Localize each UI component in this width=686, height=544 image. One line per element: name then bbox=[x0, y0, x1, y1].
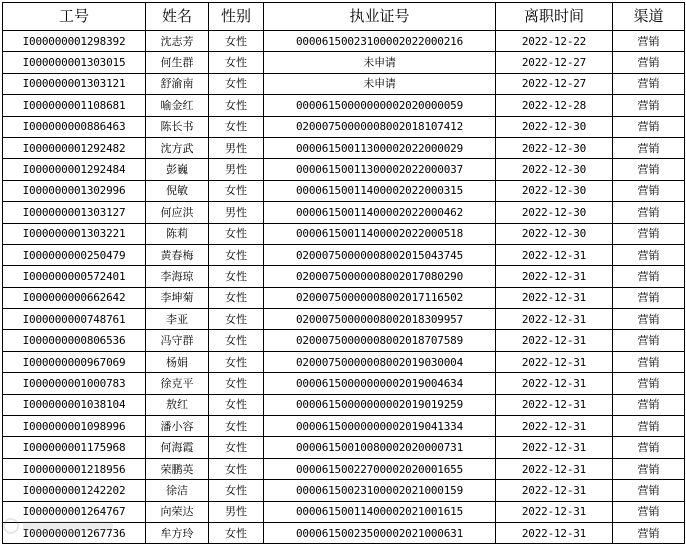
table-row bbox=[3, 522, 685, 543]
license-number-cell: 02000750000008002017116502 bbox=[264, 287, 496, 308]
channel-cell: 营销 bbox=[613, 137, 685, 158]
table-row bbox=[3, 95, 685, 116]
table-row bbox=[3, 416, 685, 437]
name-cell: 舒渝南 bbox=[146, 73, 209, 94]
departure-date-cell: 2022-12-31 bbox=[496, 373, 613, 394]
license-number-cell: 00006150000000002020000059 bbox=[264, 95, 496, 116]
table-row bbox=[3, 266, 685, 287]
gender-cell: 女性 bbox=[209, 458, 264, 479]
departure-date-cell: 2022-12-30 bbox=[496, 137, 613, 158]
channel-cell: 营销 bbox=[613, 416, 685, 437]
table-row bbox=[3, 287, 685, 308]
channel-cell: 营销 bbox=[613, 244, 685, 265]
departure-date-cell: 2022-12-31 bbox=[496, 394, 613, 415]
name-cell: 陈长书 bbox=[146, 116, 209, 137]
gender-cell: 女性 bbox=[209, 480, 264, 501]
license-number-cell: 00006150000000002019004634 bbox=[264, 373, 496, 394]
table-row bbox=[3, 31, 685, 52]
departure-date-cell: 2022-12-27 bbox=[496, 52, 613, 73]
table-row bbox=[3, 202, 685, 223]
channel-cell: 营销 bbox=[613, 394, 685, 415]
departure-date-cell: 2022-12-31 bbox=[496, 330, 613, 351]
license-number-cell: 00006150011400002022000462 bbox=[264, 202, 496, 223]
departure-date-cell: 2022-12-27 bbox=[496, 73, 613, 94]
channel-cell: 营销 bbox=[613, 159, 685, 180]
employee-id-cell: I000000001303221 bbox=[3, 223, 146, 244]
employee-id-cell: I000000001038104 bbox=[3, 394, 146, 415]
channel-cell: 营销 bbox=[613, 522, 685, 543]
license-number-cell: 00006150011300002022000029 bbox=[264, 137, 496, 158]
table-row bbox=[3, 501, 685, 522]
license-number-cell: 02000750000008002017080290 bbox=[264, 266, 496, 287]
name-cell: 陈莉 bbox=[146, 223, 209, 244]
table-row bbox=[3, 244, 685, 265]
gender-cell: 女性 bbox=[209, 373, 264, 394]
employee-id-cell: I000000000886463 bbox=[3, 116, 146, 137]
name-cell: 潘小容 bbox=[146, 416, 209, 437]
departure-date-cell: 2022-12-30 bbox=[496, 159, 613, 180]
name-cell: 敖红 bbox=[146, 394, 209, 415]
channel-cell: 营销 bbox=[613, 73, 685, 94]
gender-cell: 女性 bbox=[209, 223, 264, 244]
channel-cell: 营销 bbox=[613, 437, 685, 458]
name-cell: 杨娟 bbox=[146, 351, 209, 372]
license-number-cell: 00006150022700002020001655 bbox=[264, 458, 496, 479]
header-name: 姓名 bbox=[146, 3, 209, 31]
channel-cell: 营销 bbox=[613, 52, 685, 73]
channel-cell: 营销 bbox=[613, 309, 685, 330]
name-cell: 黄春梅 bbox=[146, 244, 209, 265]
employee-id-cell: I000000001267736 bbox=[3, 522, 146, 543]
name-cell: 何应洪 bbox=[146, 202, 209, 223]
departure-date-cell: 2022-12-31 bbox=[496, 522, 613, 543]
license-number-cell: 未申请 bbox=[264, 73, 496, 94]
employee-id-cell: I000000001292484 bbox=[3, 159, 146, 180]
departure-date-cell: 2022-12-31 bbox=[496, 309, 613, 330]
gender-cell: 女性 bbox=[209, 73, 264, 94]
license-number-cell: 00006150011400002022000518 bbox=[264, 223, 496, 244]
employee-id-cell: I000000001175968 bbox=[3, 437, 146, 458]
departure-date-cell: 2022-12-31 bbox=[496, 351, 613, 372]
license-number-cell: 02000750000008002018309957 bbox=[264, 309, 496, 330]
channel-cell: 营销 bbox=[613, 95, 685, 116]
name-cell: 李坤菊 bbox=[146, 287, 209, 308]
name-cell: 向荣达 bbox=[146, 501, 209, 522]
departure-date-cell: 2022-12-31 bbox=[496, 501, 613, 522]
gender-cell: 男性 bbox=[209, 159, 264, 180]
name-cell: 何生群 bbox=[146, 52, 209, 73]
license-number-cell: 02000750000008002018107412 bbox=[264, 116, 496, 137]
departure-date-cell: 2022-12-31 bbox=[496, 458, 613, 479]
table-row bbox=[3, 351, 685, 372]
gender-cell: 女性 bbox=[209, 309, 264, 330]
gender-cell: 男性 bbox=[209, 137, 264, 158]
departure-date-cell: 2022-12-30 bbox=[496, 223, 613, 244]
channel-cell: 营销 bbox=[613, 116, 685, 137]
license-number-cell: 00006150023100002021000159 bbox=[264, 480, 496, 501]
name-cell: 沈志芳 bbox=[146, 31, 209, 52]
employee-id-cell: I000000000572401 bbox=[3, 266, 146, 287]
table-row bbox=[3, 373, 685, 394]
name-cell: 牟方玲 bbox=[146, 522, 209, 543]
license-number-cell: 00006150000000002019019259 bbox=[264, 394, 496, 415]
channel-cell: 营销 bbox=[613, 501, 685, 522]
name-cell: 徐洁 bbox=[146, 480, 209, 501]
employee-id-cell: I000000001218956 bbox=[3, 458, 146, 479]
license-number-cell: 00006150011400002022000315 bbox=[264, 180, 496, 201]
channel-cell: 营销 bbox=[613, 202, 685, 223]
table-row bbox=[3, 159, 685, 180]
departure-date-cell: 2022-12-31 bbox=[496, 437, 613, 458]
departure-date-cell: 2022-12-31 bbox=[496, 416, 613, 437]
gender-cell: 女性 bbox=[209, 31, 264, 52]
license-number-cell: 00006150011300002022000037 bbox=[264, 159, 496, 180]
gender-cell: 女性 bbox=[209, 116, 264, 137]
header-row bbox=[3, 3, 685, 31]
header-channel: 渠道 bbox=[613, 3, 685, 31]
name-cell: 倪敏 bbox=[146, 180, 209, 201]
gender-cell: 女性 bbox=[209, 522, 264, 543]
license-number-cell: 00006150023100002022000216 bbox=[264, 31, 496, 52]
employee-id-cell: I000000000662642 bbox=[3, 287, 146, 308]
channel-cell: 营销 bbox=[613, 480, 685, 501]
departure-date-cell: 2022-12-22 bbox=[496, 31, 613, 52]
table-row bbox=[3, 223, 685, 244]
channel-cell: 营销 bbox=[613, 351, 685, 372]
table-row bbox=[3, 394, 685, 415]
name-cell: 荣鹏英 bbox=[146, 458, 209, 479]
license-number-cell: 00006150010080002020000731 bbox=[264, 437, 496, 458]
employee-id-cell: I000000001000783 bbox=[3, 373, 146, 394]
channel-cell: 营销 bbox=[613, 373, 685, 394]
employee-id-cell: I000000000967069 bbox=[3, 351, 146, 372]
name-cell: 李海琼 bbox=[146, 266, 209, 287]
channel-cell: 营销 bbox=[613, 330, 685, 351]
table-row bbox=[3, 137, 685, 158]
channel-cell: 营销 bbox=[613, 31, 685, 52]
departure-date-cell: 2022-12-30 bbox=[496, 116, 613, 137]
channel-cell: 营销 bbox=[613, 266, 685, 287]
license-number-cell: 00006150011400002021001615 bbox=[264, 501, 496, 522]
gender-cell: 女性 bbox=[209, 416, 264, 437]
gender-cell: 男性 bbox=[209, 501, 264, 522]
license-number-cell: 02000750000008002019030004 bbox=[264, 351, 496, 372]
employee-id-cell: I000000000748761 bbox=[3, 309, 146, 330]
header-departure-date: 离职时间 bbox=[496, 3, 613, 31]
departure-date-cell: 2022-12-30 bbox=[496, 180, 613, 201]
employee-id-cell: I000000001242202 bbox=[3, 480, 146, 501]
name-cell: 喻金红 bbox=[146, 95, 209, 116]
license-number-cell: 02000750000008002015043745 bbox=[264, 244, 496, 265]
table-row bbox=[3, 116, 685, 137]
employee-id-cell: I000000001302996 bbox=[3, 180, 146, 201]
name-cell: 沈方武 bbox=[146, 137, 209, 158]
gender-cell: 女性 bbox=[209, 330, 264, 351]
employee-id-cell: I000000001303015 bbox=[3, 52, 146, 73]
employee-table bbox=[2, 2, 685, 544]
gender-cell: 女性 bbox=[209, 266, 264, 287]
gender-cell: 女性 bbox=[209, 287, 264, 308]
gender-cell: 女性 bbox=[209, 244, 264, 265]
table-header bbox=[3, 3, 685, 31]
table-body bbox=[3, 31, 685, 544]
gender-cell: 女性 bbox=[209, 437, 264, 458]
table-row bbox=[3, 480, 685, 501]
header-gender: 性别 bbox=[209, 3, 264, 31]
table-row bbox=[3, 330, 685, 351]
employee-id-cell: I000000001303127 bbox=[3, 202, 146, 223]
license-number-cell: 未申请 bbox=[264, 52, 496, 73]
gender-cell: 女性 bbox=[209, 180, 264, 201]
departure-date-cell: 2022-12-31 bbox=[496, 266, 613, 287]
departure-date-cell: 2022-12-28 bbox=[496, 95, 613, 116]
employee-id-cell: I000000001298392 bbox=[3, 31, 146, 52]
departure-date-cell: 2022-12-30 bbox=[496, 202, 613, 223]
employee-id-cell: I000000001303121 bbox=[3, 73, 146, 94]
gender-cell: 女性 bbox=[209, 351, 264, 372]
table-row bbox=[3, 437, 685, 458]
channel-cell: 营销 bbox=[613, 458, 685, 479]
departure-date-cell: 2022-12-31 bbox=[496, 287, 613, 308]
table-row bbox=[3, 180, 685, 201]
name-cell: 何海霞 bbox=[146, 437, 209, 458]
employee-id-cell: I000000001264767 bbox=[3, 501, 146, 522]
name-cell: 李亚 bbox=[146, 309, 209, 330]
header-employee-id: 工号 bbox=[3, 3, 146, 31]
gender-cell: 女性 bbox=[209, 95, 264, 116]
employee-id-cell: I000000001108681 bbox=[3, 95, 146, 116]
channel-cell: 营销 bbox=[613, 180, 685, 201]
header-license-number: 执业证号 bbox=[264, 3, 496, 31]
license-number-cell: 02000750000008002018707589 bbox=[264, 330, 496, 351]
table-row bbox=[3, 73, 685, 94]
gender-cell: 女性 bbox=[209, 52, 264, 73]
table-row bbox=[3, 52, 685, 73]
license-number-cell: 00006150000000002019041334 bbox=[264, 416, 496, 437]
license-number-cell: 00006150023500002021000631 bbox=[264, 522, 496, 543]
name-cell: 徐克平 bbox=[146, 373, 209, 394]
name-cell: 彭巍 bbox=[146, 159, 209, 180]
table-row bbox=[3, 458, 685, 479]
employee-id-cell: I000000001292482 bbox=[3, 137, 146, 158]
departure-date-cell: 2022-12-31 bbox=[496, 480, 613, 501]
gender-cell: 女性 bbox=[209, 394, 264, 415]
table-row bbox=[3, 309, 685, 330]
departure-date-cell: 2022-12-31 bbox=[496, 244, 613, 265]
name-cell: 冯守群 bbox=[146, 330, 209, 351]
employee-id-cell: I000000000250479 bbox=[3, 244, 146, 265]
gender-cell: 男性 bbox=[209, 202, 264, 223]
channel-cell: 营销 bbox=[613, 223, 685, 244]
channel-cell: 营销 bbox=[613, 287, 685, 308]
employee-id-cell: I000000001098996 bbox=[3, 416, 146, 437]
employee-id-cell: I000000000806536 bbox=[3, 330, 146, 351]
